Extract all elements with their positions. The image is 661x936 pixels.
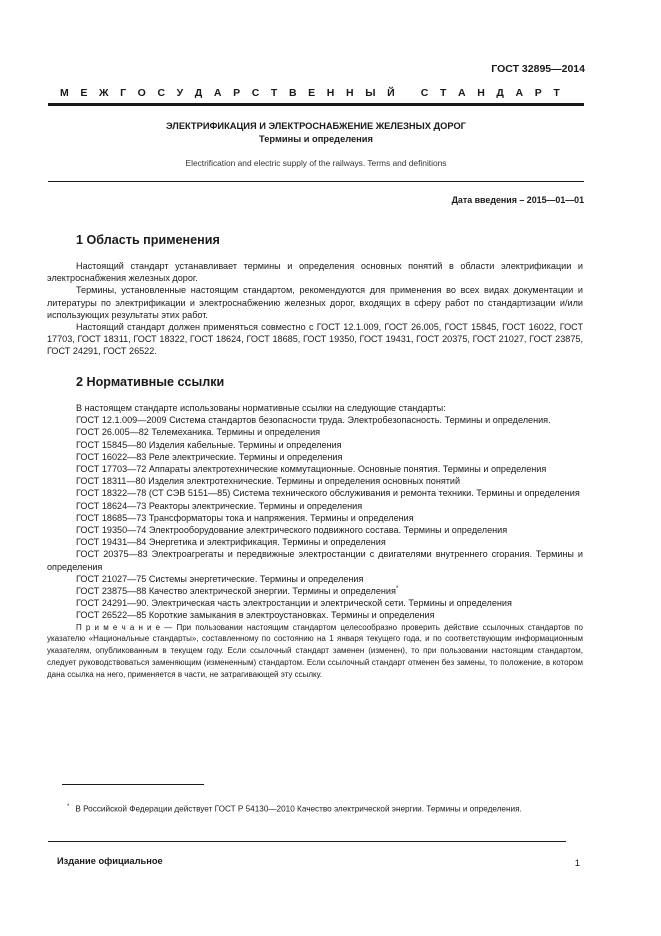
document-number: ГОСТ 32895—2014 [491, 63, 585, 75]
title-sub: Термины и определения [259, 134, 373, 144]
reference-item: ГОСТ 18624—73 Реакторы электрические. Термины и определения [76, 500, 363, 511]
footnote-marker: * [395, 586, 399, 593]
reference-item: ГОСТ 19431—84 Энергетика и электрификация. Термины и определения [76, 537, 386, 548]
reference-item: ГОСТ 15845—80 Изделия кабельные. Термины и определения [76, 439, 342, 450]
heading-letter: С [157, 87, 166, 99]
section-2-body [47, 402, 583, 681]
reference-item [47, 585, 583, 597]
heading-letter: А [458, 87, 466, 99]
heading-letter: Е [308, 87, 316, 99]
paragraph: В настоящем стандарте использованы нормативные ссылки на следующие стандарты: [76, 403, 446, 413]
heading-letter: А [515, 87, 524, 99]
introduction-date: Дата введения – 2015—01—01 [451, 195, 584, 205]
header-rule [48, 103, 584, 106]
heading-letter: У [176, 87, 184, 99]
official-edition-label: Издание официальное [57, 856, 163, 866]
heading-letter: Т [439, 87, 447, 99]
reference-item: ГОСТ 26.005—82 Телемеханика. Термины и определения [76, 427, 321, 438]
heading-letter: Е [80, 87, 88, 99]
reference-text: ГОСТ 23875—88 Качество электрической энергии. Термины и определения [76, 586, 396, 597]
heading-letter: О [137, 87, 146, 99]
heading-letter: Р [534, 87, 542, 99]
heading-letter: Н [345, 87, 354, 99]
heading-letter: С [420, 87, 429, 99]
reference-item: ГОСТ 24291—90. Электрическая часть электростанции и электрической сети. Термины и определения [76, 598, 512, 609]
heading-letter [406, 87, 409, 99]
paragraph: Термины, установленные настоящим стандартом, рекомендуются для применения во всех видах документации и литературы по электрификации и электроснабжению железных дорог, входящих в сферу работ по стандартизации и/или использующих результаты этих работ. [47, 285, 583, 320]
title-rule [48, 181, 584, 182]
heading-letter: Ж [98, 87, 109, 99]
reference-item: ГОСТ 20375—83 Электроагрегаты и передвижные электростанции с двигателями внутреннего сгорания. Термины и определения [47, 549, 583, 572]
footnote-rule [62, 784, 204, 785]
reference-item: ГОСТ 26522—85 Короткие замыкания в электроустановках. Термины и определения [76, 610, 435, 621]
heading-letter: Р [233, 87, 241, 99]
heading-letter: В [288, 87, 297, 99]
heading-letter: М [60, 87, 69, 99]
page-number: 1 [574, 858, 580, 869]
paragraph: Настоящий стандарт устанавливает термины и определения основных понятий в области электрификации и электроснабжения железных дорог. [47, 261, 583, 284]
section-2-heading: 2 Нормативные ссылки [76, 375, 225, 389]
note: П р и м е ч а н и е — При пользовании настоящим стандартом целесообразно проверить действие ссылочных стандартов по указателю «Национальные стандарты», составленному по состоянию на 1 января текущего года, и по соответствующим информационным указателям, опубликованным в текущем году. Если ссылочный стандарт заменен (изменен), то при пользовании настоящим стандартом, следует руководствоваться заменяющим (измененным) стандартом. Если ссылочный стандарт отменен без замены, то положение, в котором дана ссылка на него, применяется в части, не затрагивающей эту ссылку. [47, 622, 583, 679]
footer-rule [48, 841, 566, 842]
heading-letter: Д [194, 87, 203, 99]
title-main: ЭЛЕКТРИФИКАЦИЯ И ЭЛЕКТРОСНАБЖЕНИЕ ЖЕЛЕЗНЫХ ДОРОГ [166, 121, 466, 131]
reference-item: ГОСТ 18311—80 Изделия электротехнические. Термины и определения основных понятий [76, 476, 461, 487]
title-english: Electrification and electric supply of the railways. Terms and definitions [185, 158, 447, 168]
heading-letter: С [251, 87, 260, 99]
heading-letter: Н [326, 87, 335, 99]
reference-item: ГОСТ 12.1.009—2009 Система стандартов безопасности труда. Электробезопасность. Термины и определения. [76, 415, 551, 426]
reference-item: ГОСТ 16022—83 Реле электрические. Термины и определения [76, 451, 343, 462]
heading-letter: Д [496, 87, 504, 99]
footnote-mark: * [67, 804, 70, 810]
reference-item: ГОСТ 18322—78 (СТ СЭВ 5151—85) Система технического обслуживания и ремонта техники. Термины и определения [76, 488, 580, 499]
reference-item: ГОСТ 17703—72 Аппараты электротехнические коммутационные. Основные понятия. Термины и определения [76, 464, 547, 475]
footnote-text: В Российской Федерации действует ГОСТ Р 54130—2010 Качество электрической энергии. Термины и определения. [75, 804, 522, 814]
footnote [43, 798, 583, 819]
section-1-body [47, 260, 583, 358]
heading-letter: Ы [365, 87, 376, 99]
heading-letter: Й [387, 87, 395, 99]
heading-letter: Г [120, 87, 127, 99]
heading-letter: Н [477, 87, 485, 99]
heading-letter: Т [270, 87, 278, 99]
reference-item: ГОСТ 19350—74 Электрооборудование электрического подвижного состава. Термины и определения [76, 525, 508, 536]
heading-letter: Т [553, 87, 560, 99]
reference-item: ГОСТ 21027—75 Системы энергетические. Термины и определения [76, 573, 364, 584]
title-block [48, 120, 584, 169]
heading-letter: А [213, 87, 222, 99]
section-1-heading: 1 Область применения [76, 233, 220, 247]
reference-item: ГОСТ 18685—73 Трансформаторы тока и напряжения. Термины и определения [76, 512, 414, 523]
interstate-standard-heading [60, 87, 560, 99]
paragraph: Настоящий стандарт должен применяться совместно с ГОСТ 12.1.009, ГОСТ 26.005, ГОСТ 15845, ГОСТ 16022, ГОСТ 17703, ГОСТ 18311, ГОСТ 18322, ГОСТ 18624, ГОСТ 18685, ГОСТ 19350, ГОСТ 19431, ГОСТ 20375, ГОСТ 21027, ГОСТ 23875, ГОСТ 24291, ГОСТ 26522. [47, 322, 583, 357]
